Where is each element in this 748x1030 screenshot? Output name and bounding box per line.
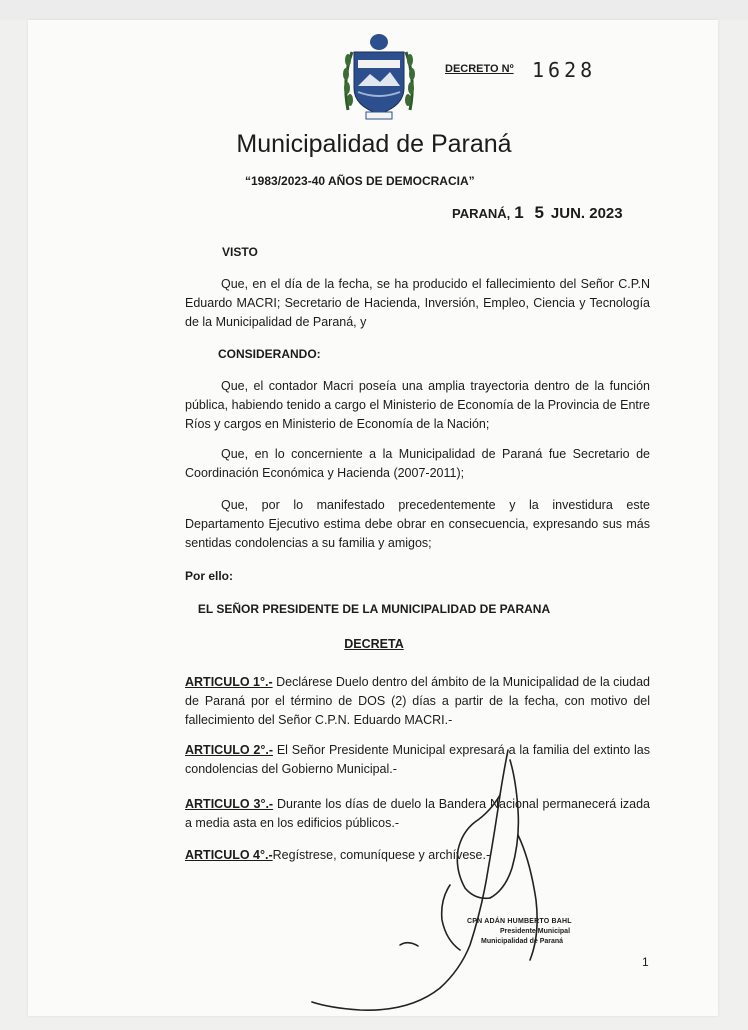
article-1-label: ARTICULO 1°.-: [185, 675, 273, 689]
article-3-text: Durante los días de duelo la Bandera Nacional permanecerá izada a media asta en los edificios públicos.-: [185, 797, 650, 830]
signatory-name: CPN ADÁN HUMBERTO BAHL: [467, 918, 572, 925]
date-month-year: JUN. 2023: [550, 205, 623, 222]
considerando-text-2: Que, en lo concerniente a la Municipalidad de Paraná fue Secretario de Coordinación Económica y Hacienda (2007-2011);: [185, 447, 650, 480]
signatory-role: Presidente Municipal: [500, 928, 571, 935]
motto: “1983/2023-40 AÑOS DE DEMOCRACIA”: [245, 174, 475, 188]
considerando-paragraph-2: [185, 445, 650, 483]
article-3-label: ARTICULO 3°.-: [185, 797, 274, 811]
considerando-text-3: Que, por lo manifestado precedentemente y la investidura este Departamento Ejecutivo estima debe obrar en consecuencia, expresando sus más sentidas condolencias a su familia y amigos;: [185, 498, 650, 550]
article-1: [185, 673, 650, 730]
decreta-heading: DECRETA: [344, 637, 404, 651]
visto-heading: VISTO: [222, 245, 258, 259]
signatory-institution: Municipalidad de Paraná: [481, 938, 564, 945]
dateline: [452, 203, 623, 223]
visto-paragraph: [185, 275, 650, 332]
authority-heading: EL SEÑOR PRESIDENTE DE LA MUNICIPALIDAD DE PARANA: [197, 602, 551, 616]
decree-label: DECRETO Nº: [445, 63, 514, 75]
article-2-text: El Señor Presidente Municipal expresará a la familia del extinto las condolencias del Gobierno Municipal.-: [185, 743, 651, 776]
considerando-heading: CONSIDERANDO:: [218, 347, 321, 361]
article-4-label: ARTICULO 4°.-: [185, 848, 273, 862]
top-bar: [0, 0, 748, 20]
article-4-text: Regístrese, comuníquese y archívese.-: [272, 848, 491, 862]
page-number: 1: [642, 955, 649, 969]
visto-text: Que, en el día de la fecha, se ha producido el fallecimiento del Señor C.P.N Eduardo MACRI; Secretario de Hacienda, Inversión, Empleo, Ciencia y Tecnología de la Municipalidad de Paraná, y: [185, 277, 650, 329]
considerando-text-1: Que, el contador Macri poseía una amplia trayectoria dentro de la función pública, habiendo tenido a cargo el Ministerio de Economía de la Provincia de Entre Ríos y cargos en Ministerio de Economía de la Nación;: [185, 379, 650, 431]
municipality-title: Municipalidad de Paraná: [236, 130, 512, 158]
signature-icon: [290, 740, 650, 1030]
date-city: PARANÁ,: [452, 206, 511, 221]
considerando-paragraph-3: [185, 496, 650, 553]
decree-number: 1628: [532, 58, 597, 82]
article-2-label: ARTICULO 2°.-: [185, 743, 273, 757]
considerando-paragraph-1: [185, 377, 650, 434]
por-ello-heading: Por ello:: [185, 569, 234, 583]
municipal-seal-icon: [340, 30, 418, 122]
article-1-text: Declárese Duelo dentro del ámbito de la Municipalidad de la ciudad de Paraná por el término de DOS (2) días a partir de la fecha, con motivo del fallecimiento del Señor C.P.N. Eduardo MACRI.-: [185, 675, 650, 727]
date-day: 1 5: [514, 203, 547, 222]
